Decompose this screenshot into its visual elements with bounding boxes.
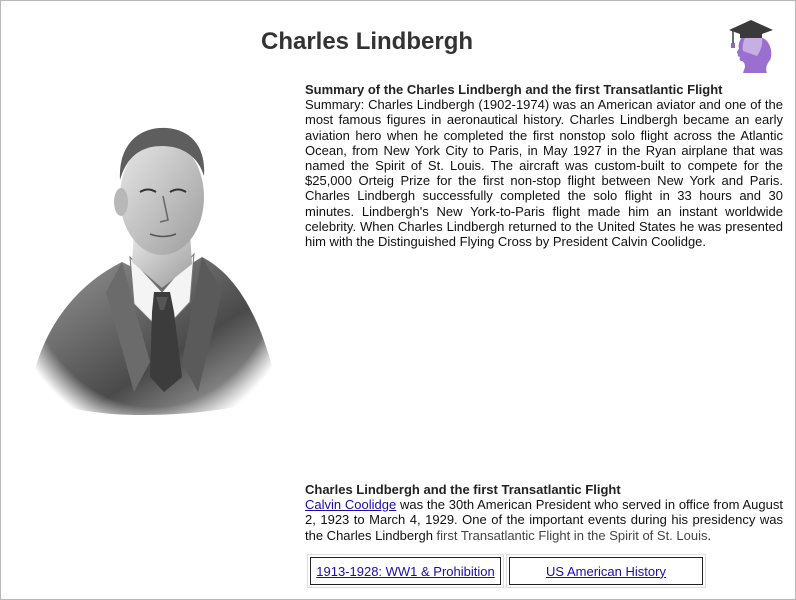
summary-heading: Summary of the Charles Lindbergh and the first Transatlantic Flight: [305, 82, 723, 97]
ww1-prohibition-label: 1913-1928: WW1 & Prohibition: [316, 563, 495, 579]
flight-body-text: was the 30th American President who served in office from August 2, 1923 to March 4, 1929. One of the important events during his presidency was the Charles Lindbergh: [305, 497, 783, 543]
flight-heading: Charles Lindbergh and the first Transatlantic Flight: [305, 482, 621, 497]
us-history-label: US American History: [546, 563, 666, 579]
us-history-button[interactable]: [509, 557, 703, 585]
calvin-coolidge-link[interactable]: Calvin Coolidge: [305, 497, 397, 513]
flight-section: [305, 482, 783, 543]
page-title: Charles Lindbergh: [260, 28, 474, 55]
graduate-silhouette-icon: [727, 18, 775, 74]
charles-lindbergh-portrait: [22, 92, 284, 420]
flight-text: [305, 497, 783, 543]
summary-section: [305, 82, 783, 249]
flight-end-text: .: [707, 527, 712, 543]
ww1-prohibition-button[interactable]: [310, 557, 501, 585]
summary-text: Summary: Charles Lindbergh (1902-1974) was an American aviator and one of the most famous figures in aeronautical history. Charles Lindbergh became an early aviation hero when he completed the first nonstop solo flight across the Atlantic Ocean, from New York City to Paris, in May 1927 in the Ryan airplane that was named the Spirit of St. Louis. The aircraft was custom-built to compete for the $25,000 Orteig Prize for the first non-stop flight between New York and Paris. Charles Lindbergh successfully completed the solo flight in 33 hours and 30 minutes. Lindbergh's New York-to-Paris flight made him an instant worldwide celebrity. When Charles Lindbergh returned to the United States he was presented him with the Distinguished Flying Cross by President Calvin Coolidge.: [305, 97, 783, 250]
flight-muted-text: first Transatlantic Flight in the Spirit of St. Louis: [436, 527, 708, 543]
